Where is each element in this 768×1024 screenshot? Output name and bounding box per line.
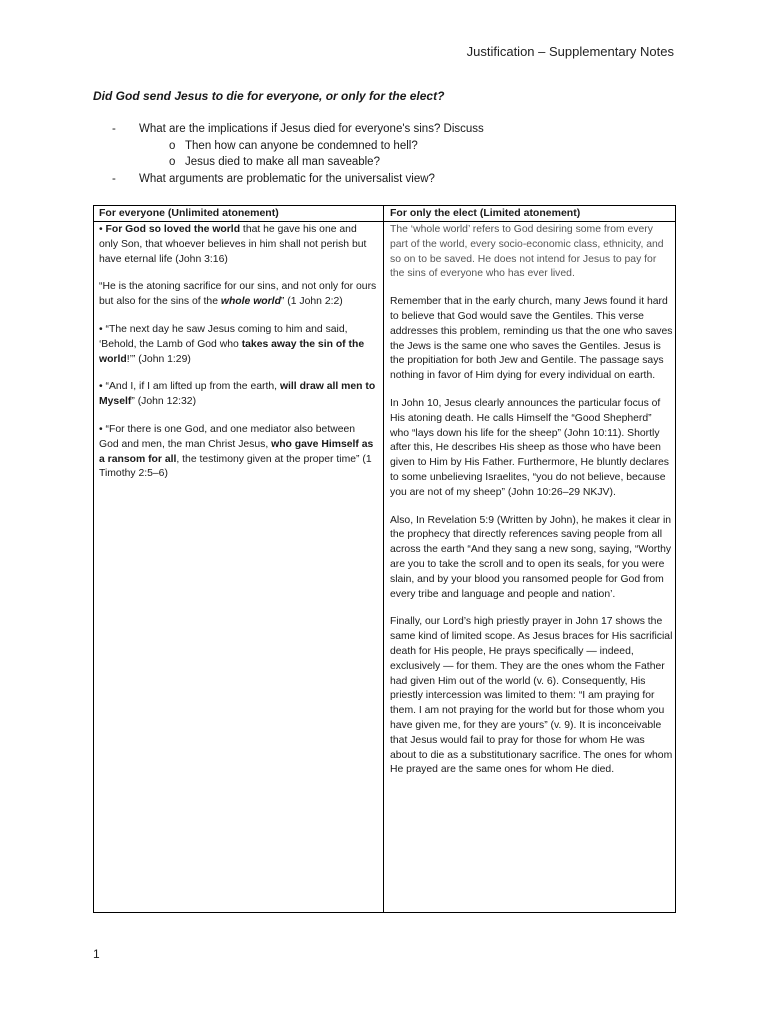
- main-question: Did God send Jesus to die for everyone, or only for the elect?: [93, 89, 445, 103]
- scripture-quote: • “And I, if I am lifted up from the earth, will draw all men to Myself” (John 12:32): [99, 381, 376, 408]
- sub-bullet-item: o Then how can anyone be condemned to hell?: [169, 139, 418, 152]
- argument-paragraph: The ‘whole world’ refers to God desiring some from every part of the world, every socio-economic class, ethnicity, and so on to be saved. He does not intend for Jesus to pay for the sins of everyone who has ever lived.: [390, 224, 664, 280]
- discussion-bullets: [112, 121, 484, 187]
- sub-bullet-text: Jesus died to make all man saveable?: [185, 156, 380, 168]
- document-header: Justification – Supplementary Notes: [466, 44, 674, 59]
- scripture-quote: • “The next day he saw Jesus coming to him and said, ‘Behold, the Lamb of God who takes away the sin of the world!’” (John 1:29): [99, 323, 365, 365]
- argument-paragraph: In John 10, Jesus clearly announces the particular focus of His atoning death. He calls Himself the “Good Shepherd” who “lays down his life for the sheep” (John 10:11). Shortly after this, He describes His sheep as those who have been given to Him by His Father. Furthermore, He bluntly declares to some unbelieving Israelites, “you do not believe, because you are not of my sheep” (John 10:26–29 NKJV).: [390, 397, 669, 498]
- page-number: 1: [93, 947, 100, 961]
- bullet-text: What are the implications if Jesus died for everyone's sins? Discuss: [139, 123, 484, 135]
- sub-bullet-text: Then how can anyone be condemned to hell?: [185, 139, 418, 152]
- argument-paragraph: Finally, our Lord’s high priestly prayer in John 17 shows the same kind of limited scope. As Jesus braces for His sacrificial death for His people, He prays specifically — indeed, exclusively — for them. They are the ones whom the Father had given Him out of the world (v. 6). Consequently, His priestly intercession was limited to them: “I am praying for them. I am not praying for the world but for those whom you have given me, for they are yours” (v. 9). It is inconceivable that Jesus would fail to pray for those for whom He was about to die as a substitutionary sacrifice. The ones for whom He prayed are the same ones for whom He died.: [390, 616, 673, 776]
- bullet-text: What arguments are problematic for the universalist view?: [139, 172, 435, 185]
- column-header-limited: For only the elect (Limited atonement): [390, 207, 581, 219]
- unlimited-atonement-column: [99, 223, 377, 495]
- column-divider: [383, 206, 384, 912]
- scripture-quote: • “For there is one God, and one mediator also between God and men, the man Christ Jesus, who gave Himself as a ransom for all, the testimony given at the proper time” (1 Timothy 2:5–6): [99, 423, 374, 480]
- scripture-quote: “He is the atoning sacrifice for our sins, and not only for ours but also for the sins of the whole world” (1 John 2:2): [99, 281, 377, 308]
- comparison-table: [93, 205, 676, 913]
- column-header-unlimited: For everyone (Unlimited atonement): [99, 207, 279, 219]
- sub-bullet-item: o Jesus died to make all man saveable?: [169, 156, 380, 168]
- argument-paragraph: Remember that in the early church, many Jews found it hard to believe that God would save the Gentiles. This verse addresses this problem, reminding us that the one who saves the Jews is the same one who saves the Gentiles. Jesus is the propitiation for both Jew and Gentile. The passage says nothing in favor of Him dying for every individual on earth.: [390, 296, 673, 382]
- bullet-item: - What arguments are problematic for the universalist view?: [112, 172, 435, 185]
- header-divider: [94, 221, 675, 222]
- argument-paragraph: Also, In Revelation 5:9 (Written by John), he makes it clear in the prophecy that directly references saving people from all across the earth “And they sang a new song, saying, “Worthy are you to take the scroll and to open its seals, for you were slain, and by your blood you ransomed people for God from every tribe and language and people and nation’.: [390, 514, 672, 600]
- scripture-quote: • For God so loved the world that he gave his one and only Son, that whoever believes in him shall not perish but have eternal life (John 3:16): [99, 224, 367, 265]
- bullet-item: - What are the implications if Jesus died for everyone's sins? Discuss: [112, 123, 484, 135]
- limited-atonement-column: [390, 223, 673, 791]
